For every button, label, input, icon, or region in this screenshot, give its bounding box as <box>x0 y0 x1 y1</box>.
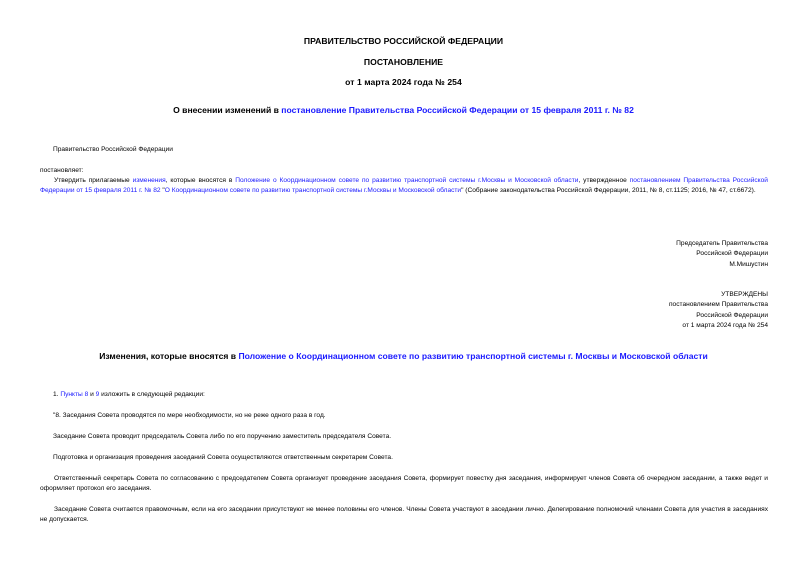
changes-link[interactable]: изменения <box>132 177 166 184</box>
signature-block <box>500 239 768 270</box>
decides-line: постановляет: <box>40 167 84 174</box>
item-1-text-1: и <box>88 391 96 398</box>
paragraph-secretary: Ответственный секретарь Совета по согласованию с председателем Совета организует проведение заседания Совета, формирует повестку дня заседания, информирует членов Совета об очередном заседании, а также ведет и оформляет протокол его заседания. <box>40 475 768 493</box>
issuer-heading: ПРАВИТЕЛЬСТВО РОССИЙСКОЙ ФЕДЕРАЦИИ <box>303 36 504 46</box>
government-line: Правительство Российской Федерации <box>53 146 173 153</box>
changes-title <box>40 351 767 361</box>
approval-text-2: , которые вносятся в <box>165 177 236 184</box>
regulation-link[interactable]: Положение о Координационном совете по развитию транспортной системы г.Москвы и Московской области <box>235 177 579 184</box>
approval-text-1: Утвердить прилагаемые <box>54 177 133 184</box>
approval-stamp <box>500 290 768 332</box>
paragraph-preparation: Подготовка и организация проведения заседаний Совета осуществляются ответственным секретарем Совета. <box>53 454 393 461</box>
paragraph-chair: Заседание Совета проводит председатель Совета либо по его поручению заместитель председателя Совета. <box>53 433 392 440</box>
approval-text-5: " (Собрание законодательства Российской Федерации, 2011, № 8, ст.1125; 2016, № 47, ст.6672). <box>461 187 756 195</box>
item-1-number: 1. <box>53 391 61 398</box>
item-9-link[interactable]: 9 <box>95 391 100 398</box>
approval-paragraph <box>40 176 768 197</box>
approved-date: от 1 марта 2024 года № 254 <box>682 322 768 330</box>
signature-title: Председатель Правительства <box>676 240 768 247</box>
document-title-prefix: О внесении изменений в <box>173 105 282 115</box>
signature-org: Российской Федерации <box>696 250 768 258</box>
approval-text-3: , утвержденное <box>578 177 630 184</box>
date-number-heading: от 1 марта 2024 года № 254 <box>345 77 462 87</box>
paragraph-quorum: Заседание Совета считается правомочным, если на его заседании присутствуют не менее половины его членов. Члены Совета участвуют в заседании лично. Делегирование полномочий членами Совета для участия в заседаниях не допускается. <box>40 506 768 524</box>
approved-by: постановлением Правительства <box>668 301 768 309</box>
document-title <box>40 105 767 115</box>
item-1-text-2: изложить в следующей редакции: <box>99 391 205 398</box>
approved-org: Российской Федерации <box>696 311 768 319</box>
changes-title-prefix: Изменения, которые вносятся в <box>99 351 239 361</box>
resolution-link[interactable]: постановлением Правительства Российской Федерации от 15 февраля 2011 г. № 82 <box>40 177 768 195</box>
amended-resolution-link[interactable]: постановление Правительства Российской Федерации от 15 февраля 2011 г. № 82 <box>281 105 634 115</box>
approved-label: УТВЕРЖДЕНЫ <box>721 291 768 298</box>
item-8-link[interactable]: Пункты 8 <box>60 391 89 398</box>
regulation-title-link[interactable]: Положение о Координационном совете по развитию транспортной системы г. Москвы и Московской области <box>238 351 708 361</box>
signature-name: М.Мишустин <box>729 260 768 268</box>
paragraph-8: "8. Заседания Совета проводятся по мере необходимости, но не реже одного раза в год. <box>53 412 326 419</box>
approval-text-4: " <box>160 187 165 195</box>
council-regulation-link[interactable]: О Координационном совете по развитию транспортной системы г.Москвы и Московской области <box>164 187 462 195</box>
document-type-heading: ПОСТАНОВЛЕНИЕ <box>363 57 444 67</box>
item-1 <box>53 390 205 400</box>
